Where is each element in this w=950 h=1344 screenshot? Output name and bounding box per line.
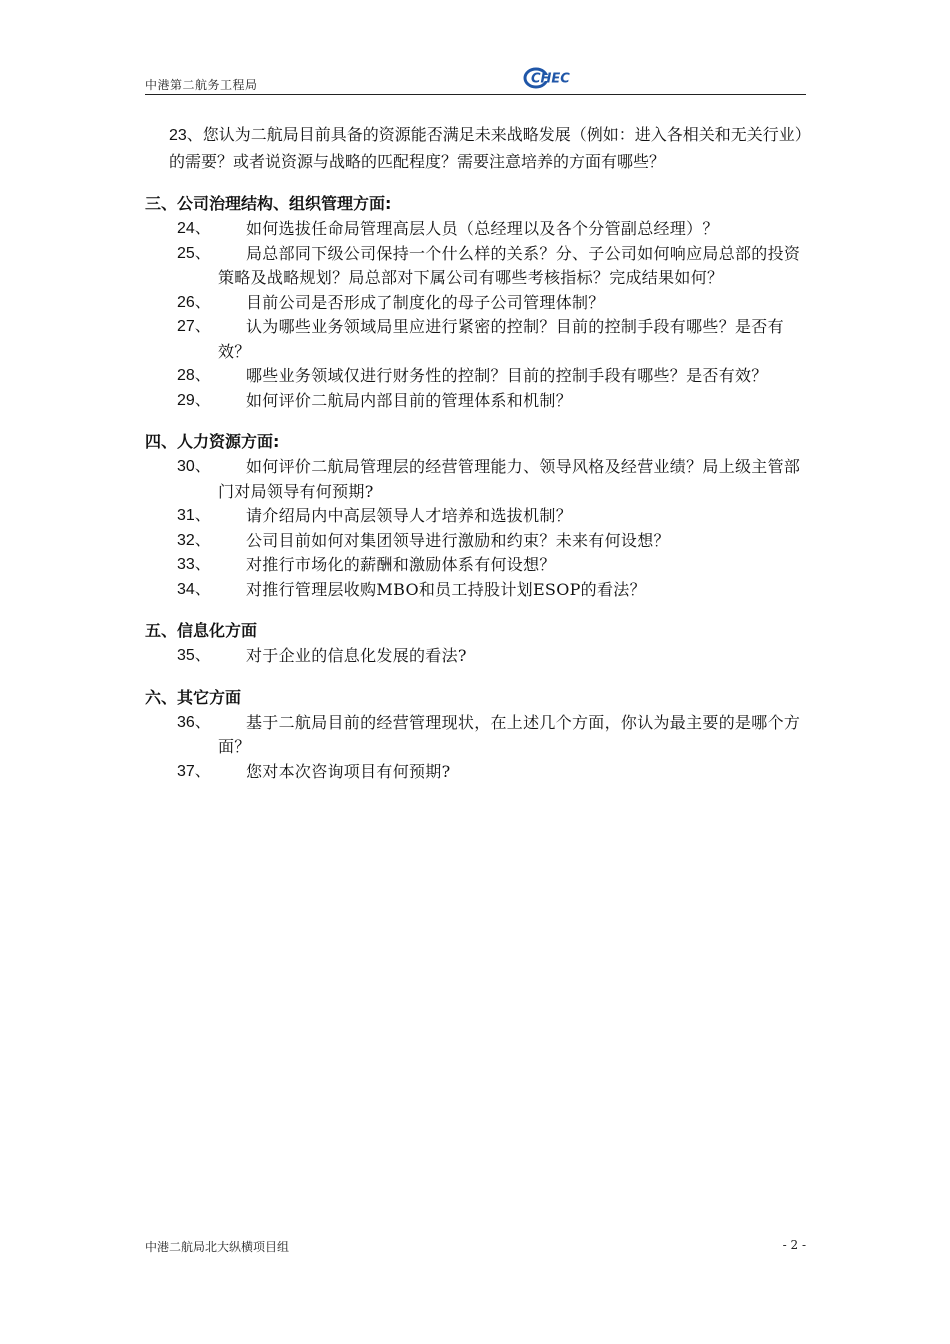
question-text: 哪些业务领域仅进行财务性的控制？目前的控制手段有哪些？是否有效？ — [246, 366, 768, 385]
question-number: 30、 — [177, 458, 211, 475]
question-number: 36、 — [177, 713, 211, 731]
question-number: 37、 — [177, 762, 211, 780]
logo-text: CHEC — [531, 71, 570, 87]
question-text: 如何评价二航局管理层的经营管理能力、领导风格及经营业绩？局上级主管部门对局领导有何预期? — [218, 457, 801, 501]
question-item — [145, 760, 806, 785]
question-number: 32、 — [177, 531, 211, 549]
question-number: 34、 — [177, 580, 211, 598]
section-title: 三、公司治理结构、组织管理方面: — [145, 194, 392, 213]
question-text: 如何评价二航局内部目前的管理体系和机制？ — [246, 390, 573, 410]
question-number: 35、 — [177, 647, 211, 664]
sections-container — [145, 191, 806, 784]
question-number: 27、 — [177, 318, 211, 335]
question-23 — [169, 122, 806, 175]
question-item — [145, 578, 806, 603]
question-text: 公司目前如何对集团领导进行激励和约束？未来有何设想？ — [246, 530, 670, 550]
header-title: 中港第二航务工程局 — [145, 78, 258, 92]
question-item — [145, 644, 806, 669]
question-number: 24、 — [177, 220, 211, 237]
question-item — [145, 291, 806, 316]
section-title: 六、其它方面 — [145, 687, 242, 707]
question-text: 对于企业的信息化发展的看法? — [246, 646, 467, 665]
question-item — [145, 529, 806, 554]
question-number: 33、 — [177, 556, 211, 573]
question-item — [145, 711, 806, 760]
question-text: 对推行市场化的薪酬和激励体系有何设想？ — [246, 555, 556, 574]
question-text: 认为哪些业务领域局里应进行紧密的控制？目前的控制手段有哪些？是否有效？ — [218, 317, 784, 361]
page-number: - 2 - — [782, 1238, 806, 1252]
question-item — [145, 455, 806, 504]
section-title: 五、信息化方面 — [145, 621, 258, 640]
question-item — [145, 364, 806, 389]
page-header — [145, 62, 806, 95]
question-text: 对推行管理层收购MBO和员工持股计划ESOP的看法？ — [246, 579, 646, 599]
footer-project-name: 中港二航局北大纵横项目组 — [145, 1240, 290, 1254]
question-item — [145, 553, 806, 578]
question-number: 25、 — [177, 244, 211, 262]
question-number: 31、 — [177, 507, 211, 524]
question-text: 您对本次咨询项目有何预期? — [246, 761, 451, 781]
question-item — [145, 315, 806, 364]
question-item — [145, 389, 806, 414]
question-item — [145, 242, 806, 291]
question-text: 请介绍局内中高层领导人才培养和选拔机制？ — [246, 506, 573, 525]
question-number: 28、 — [177, 367, 211, 384]
question-number: 23 — [169, 127, 187, 144]
question-item — [145, 217, 806, 242]
question-text: 如何选拔任命局管理高层人员（总经理以及各个分管副总经理）？ — [246, 219, 719, 238]
question-number: 26、 — [177, 293, 211, 311]
document-body — [145, 122, 806, 784]
question-number: 29、 — [177, 391, 211, 409]
section-title: 四、人力资源方面: — [145, 432, 280, 451]
question-item — [145, 504, 806, 529]
question-text: 基于二航局目前的经营管理现状，在上述几个方面，你认为最主要的是哪个方面？ — [218, 712, 801, 756]
question-text: 目前公司是否形成了制度化的母子公司管理体制？ — [246, 292, 605, 312]
question-text: 、您认为二航局目前具备的资源能否满足未来战略发展（例如：进入各相关和无关行业）的需要？或者说资源与战略的匹配程度？需要注意培养的方面有哪些？ — [169, 125, 803, 171]
chec-logo — [522, 66, 570, 90]
question-text: 局总部同下级公司保持一个什么样的关系？分、子公司如何响应局总部的投资策略及战略规划？局总部对下属公司有哪些考核指标？完成结果如何？ — [218, 243, 801, 287]
